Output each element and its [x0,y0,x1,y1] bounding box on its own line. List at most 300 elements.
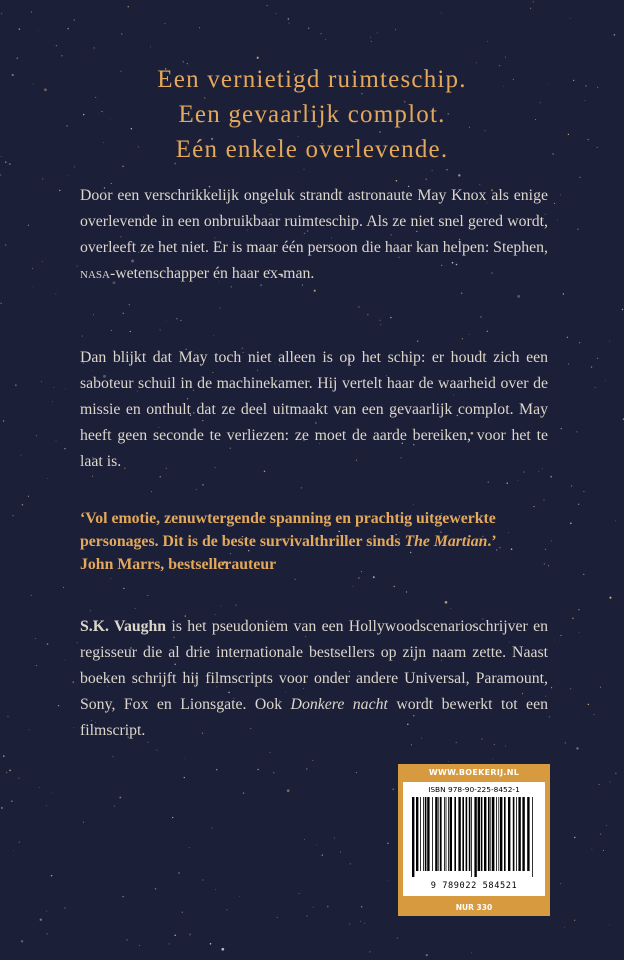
star [63,587,64,588]
star [567,337,568,338]
star [373,576,375,578]
star [54,387,55,388]
star [64,907,65,908]
star [609,341,610,342]
star [551,687,552,688]
star [432,170,433,171]
star [213,335,214,336]
star [35,638,36,639]
star [243,792,244,793]
star [327,906,329,908]
star [397,937,399,939]
star [570,18,571,19]
star [579,177,580,178]
barcode-bar [466,797,468,871]
star [202,879,203,880]
star [135,608,136,609]
star [174,935,176,937]
star [11,801,12,802]
star [18,778,19,779]
star [68,175,69,176]
star [578,504,579,505]
star [199,27,200,28]
star [390,317,391,318]
star [19,28,21,30]
star [47,478,48,479]
star [312,907,313,908]
star [123,588,124,589]
star [340,852,341,853]
star [31,11,32,12]
star [387,880,388,881]
star [480,316,481,317]
star [47,933,48,934]
star [277,917,278,918]
star [591,849,592,850]
star [83,822,84,823]
star [488,482,489,483]
star [288,23,289,24]
star [126,939,127,940]
star [576,747,578,749]
star [221,606,222,607]
barcode-bar [481,797,483,871]
quote-attribution: John Marrs, bestsellerauteur [80,556,277,573]
star [112,756,114,758]
star [1,807,3,809]
star [295,579,296,580]
star [189,933,191,935]
barcode-bar [425,797,427,871]
review-quote: ‘Vol emotie, zenuwtergende spanning en prachtig uitgewerkte personages. Dit is de beste survivalthriller sinds The Martian.’ John Marrs, bestsellerauteur [80,510,497,573]
star [0,174,1,175]
star [314,290,316,292]
star [605,380,606,381]
star [568,363,569,364]
star [257,769,258,770]
star [462,338,463,339]
star [74,19,75,20]
star [505,746,506,747]
star [212,827,213,828]
star [413,504,414,505]
star [165,23,166,24]
star [9,770,11,772]
barcode-bar [438,797,439,871]
star [505,57,506,58]
star [358,577,359,578]
star [270,752,271,753]
star [461,292,463,294]
star [6,772,7,773]
barcode-bar [432,797,433,871]
star [41,381,42,382]
barcode-panel [398,764,550,916]
star [73,681,74,682]
barcode-bar [444,797,445,871]
star [150,47,151,48]
star [396,180,398,182]
barcode-bar [504,797,506,871]
barcode-bar [446,797,447,871]
barcode-icon [412,797,536,877]
barcode-bar [469,797,471,871]
star [13,850,14,851]
star [155,888,157,890]
star [3,755,4,756]
star [147,595,148,596]
isbn-label: ISBN 978-90-225-8452-1 [428,785,520,794]
star [32,287,33,288]
star [28,496,29,497]
star [119,797,121,799]
star [5,244,6,245]
star [73,727,74,728]
star [61,55,62,56]
nur-code: NUR 330 [455,903,493,912]
star [178,872,179,873]
star [446,169,447,170]
star [64,448,65,449]
star [39,787,40,788]
star [561,428,562,429]
star [599,784,600,785]
star [58,705,59,706]
star [67,28,69,30]
barcode-bar [427,797,429,871]
star [471,952,472,953]
barcode-bar [471,797,472,877]
star [42,261,43,262]
barcode-bar [508,797,510,871]
star [111,578,112,579]
star [550,476,552,478]
synopsis-paragraph-2: Dan blijkt dat May toch niet alleen is op het schip: er houdt zich een saboteur schuil in de machinekamer. Hij vertelt haar de waarheid over de missie en onthult dat ze deel uitmaakt van een gevaarlijk complot. May heeft geen seconde te verliezen: ze moet de aarde bereiken, voor het te laat is. [80,349,548,470]
star [51,875,53,877]
star [364,923,365,924]
star [551,540,552,541]
star [122,896,123,897]
star [574,920,575,921]
quote-book-title: The Martian [404,533,488,550]
star [172,817,173,818]
barcode-bar [462,797,464,871]
star [387,843,388,844]
star [17,58,18,59]
star [600,833,601,834]
star [42,178,43,179]
book-title: Donkere nacht [290,696,388,713]
star [493,759,494,760]
star [21,940,23,942]
star [94,47,96,49]
star [130,331,131,332]
star [151,491,152,492]
star [306,768,307,769]
star [156,750,157,751]
star [349,924,350,925]
star [367,314,368,315]
star [557,219,558,220]
star [22,504,23,505]
author-bio: S.K. Vaughn is het pseudoniem van een Hollywoodscenarioschrijver en regisseur die al drie internationale bestsellers op zijn naam zette. Naast boeken schrijft hij filmscripts voor onder andere Universal, Paramount, Sony, Fox en Lionsgate. Ook Donkere nacht wordt bewerkt tot een filmscript. [80,618,548,739]
star [578,609,579,610]
star [469,334,470,335]
star [29,729,30,730]
star [600,687,601,688]
star [574,837,575,838]
star [565,742,566,743]
star [572,618,574,620]
star [56,45,57,46]
star [276,13,277,14]
star [180,320,181,321]
star [19,841,20,842]
star [583,574,584,575]
star [235,605,236,606]
star [549,716,550,717]
star [533,1,534,2]
star [92,476,93,477]
star [487,331,488,332]
barcode-bar [474,797,476,877]
barcode-bar [522,797,524,871]
star [36,435,37,436]
star [614,34,616,36]
star [40,919,42,921]
barcode-bar [527,797,529,871]
star [36,665,37,666]
star [381,324,382,325]
star [361,906,362,907]
tagline-line-2: Een gevaarlijk complot. [178,101,446,128]
star [288,18,289,19]
star [560,635,561,636]
star [544,499,545,500]
star [15,385,16,386]
star [93,314,94,315]
star [579,342,580,343]
star [615,521,616,522]
star [52,401,53,402]
barcode-bar [492,797,494,871]
star [160,329,161,330]
star [28,225,29,226]
star [583,491,584,492]
star [306,915,308,917]
star [59,190,60,191]
star [139,945,140,946]
star [51,793,52,794]
star [1,13,2,14]
barcode-digits: 9 789022 584521 [430,881,518,891]
barcode-bar [450,797,452,871]
star [160,476,161,477]
star [603,850,604,851]
star [371,41,372,42]
star [393,586,395,588]
star [595,387,596,388]
star [445,601,448,604]
barcode-bar [440,797,442,871]
star [82,336,83,337]
barcode-bar [498,797,499,871]
star [121,33,122,34]
star [129,304,130,305]
star [441,12,442,13]
star [77,642,78,643]
star [577,228,579,230]
tagline-line-3: Eén enkele overlevende. [175,136,449,163]
barcode-bar [448,797,449,871]
star [31,595,32,596]
barcode-bar [518,797,520,871]
star [220,308,221,309]
barcode-bar [516,797,517,871]
barcode-area [403,782,545,896]
star [609,781,610,782]
star [487,41,488,42]
star [20,455,21,456]
synopsis-paragraph-1: Door een verschrikkelijk ongeluk strandt astronaute May Knox als enige overlevende in een onbruikbaar ruimteschip. Als ze niet snel gered wordt, overleeft ze het niet. Er is maar één persoon die haar kan helpen: Stephen, nasa-wetenschapper én haar ex-man. [80,187,549,282]
star [77,265,78,266]
star [325,39,326,40]
star [221,948,224,951]
star [370,37,371,38]
star [560,883,561,884]
star [215,889,216,890]
star [308,28,309,29]
star [47,643,49,645]
star [65,388,66,389]
star [356,772,357,773]
star [176,318,177,319]
star [564,927,565,928]
star [358,306,360,308]
publisher-url: WWW.BOEKERIJ.NL [428,768,520,777]
star [56,294,57,295]
star [554,203,555,204]
star [301,487,302,488]
star [65,659,66,660]
barcode-bar [478,797,480,871]
star [350,863,351,864]
star [7,716,8,717]
star [591,366,593,368]
star [267,5,268,6]
barcode-bar [435,797,437,871]
star [169,943,170,944]
star [450,608,451,609]
star [299,893,300,894]
star [304,169,305,170]
star [411,744,412,745]
star [322,854,323,855]
star [395,29,396,30]
star [210,943,212,945]
star [560,195,561,196]
star [312,760,313,761]
star [316,845,317,846]
star [184,758,185,759]
star [128,6,129,7]
star [304,839,305,840]
star [182,912,183,913]
star [3,420,4,421]
star [46,805,47,806]
star [114,806,115,807]
star [517,295,520,298]
star [606,825,607,826]
tagline [0,62,624,167]
star [216,769,218,771]
star [38,30,39,31]
star [257,57,259,59]
star [377,32,378,33]
star [12,515,13,516]
barcode-bar [458,797,460,871]
star [563,293,564,294]
star [417,341,418,342]
star [166,321,167,322]
star [184,777,185,778]
star [406,591,407,592]
barcode-bar [513,797,515,871]
barcode-bar [412,797,414,877]
star [90,610,91,611]
star [458,174,460,176]
star [579,632,580,633]
star [226,909,227,910]
star [426,954,428,956]
star [576,431,577,432]
star [609,597,611,599]
star [189,847,190,848]
star [554,640,555,641]
tagline-line-1: Een vernietigd ruimteschip. [157,66,467,93]
star [392,789,394,791]
star [273,772,274,773]
barcode-bar [420,797,421,871]
star [597,358,598,359]
star [320,33,321,34]
barcode-bar [454,797,456,871]
star [507,483,508,484]
star [494,744,495,745]
barcode-bar [490,797,491,871]
barcode-bar [423,797,424,871]
star [369,951,370,952]
star [615,773,616,774]
star [1,303,2,304]
star [570,523,572,525]
nasa-small-caps: nasa [80,265,110,282]
barcode-bar [488,797,490,871]
author-name: S.K. Vaughn [80,618,167,635]
star [56,440,57,441]
star [426,179,427,180]
star [46,911,47,912]
barcode-bar [496,797,497,871]
star [530,8,531,9]
star [353,586,354,587]
star [518,480,519,481]
star [570,688,571,689]
star [202,484,203,485]
star [239,896,240,897]
barcode-bar [500,797,502,871]
star [380,320,381,321]
